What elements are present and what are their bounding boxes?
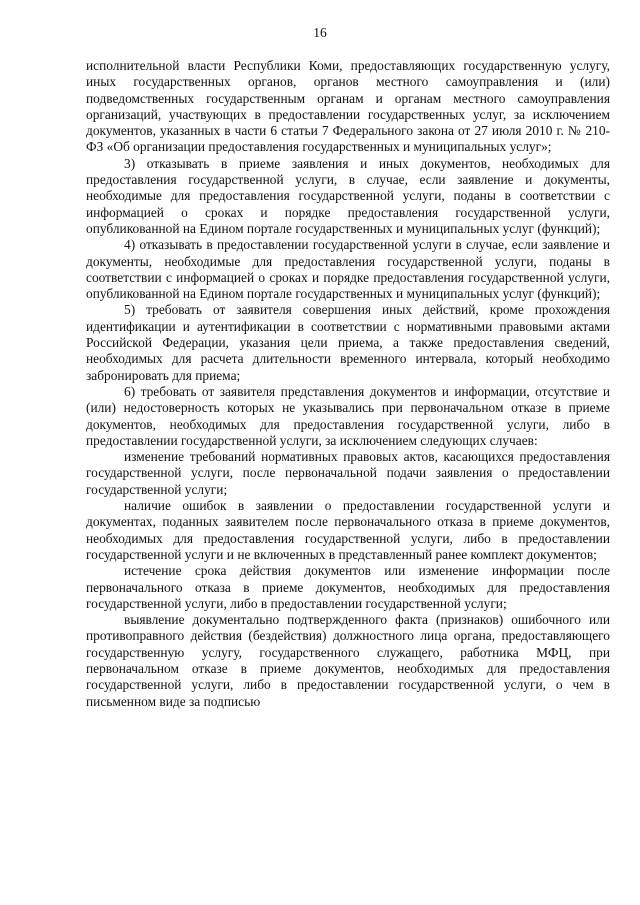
page-number: 16 xyxy=(313,25,327,40)
paragraph-continuation: исполнительной власти Республики Коми, предоставляющих государственную услугу, иных государственных органов, органов местного самоуправления и (или) подведомственных государственным органам и органам местного самоуправления организаций, участвующих в предоставлении государственных услуг, за исключением документов, указанных в части 6 статьи 7 Федерального закона от 27 июля 2010 г. № 210-ФЗ «Об организации предоставления государственных и муниципальных услуг»; xyxy=(86,58,610,155)
paragraph-exception-1: изменение требований нормативных правовых актов, касающихся предоставления государственной услуги, после первоначальной подачи заявления о предоставлении государственной услуги; xyxy=(86,449,610,497)
document-body xyxy=(86,58,610,710)
paragraph-item-3: 3) отказывать в приеме заявления и иных документов, необходимых для предоставления государственной услуги, в случае, если заявление и документы, необходимые для предоставления государственной услуги, поданы в соответствии с информацией о сроках и порядке предоставления государственной услуги, опубликованной на Едином портале государственных и муниципальных услуг (функций); xyxy=(86,155,610,236)
paragraph-item-6: 6) требовать от заявителя представления документов и информации, отсутствие и (или) недостоверность которых не указывались при первоначальном отказе в приеме документов, необходимых для предоставления государственной услуги, либо в предоставлении государственной услуги, за исключением следующих случаев: xyxy=(86,383,610,448)
paragraph-exception-2: наличие ошибок в заявлении о предоставлении государственной услуги и документах, поданных заявителем после первоначального отказа в приеме документов, необходимых для предоставления государственной услуги, либо в предоставлении государственной услуги и не включенных в представленный ранее комплект документов; xyxy=(86,498,610,562)
paragraph-exception-4: выявление документально подтвержденного факта (признаков) ошибочного или противоправного действия (бездействия) должностного лица органа, предоставляющего государственную услугу, государственного служащего, работника МФЦ, при первоначальном отказе в приеме документов, необходимых для предоставления государственной услуги, либо в предоставлении государственной услуги, о чем в письменном виде за подписью xyxy=(86,612,610,709)
paragraph-exception-3: истечение срока действия документов или изменение информации после первоначального отказа в приеме документов, необходимых для предоставления государственной услуги, либо в предоставлении государственной услуги; xyxy=(86,563,610,611)
paragraph-item-5: 5) требовать от заявителя совершения иных действий, кроме прохождения идентификации и аутентификации в соответствии с нормативными правовыми актами Российской Федерации, указания цели приема, а также предоставления сведений, необходимых для расчета длительности временного интервала, который необходимо забронировать для приема; xyxy=(86,302,610,383)
paragraph-item-4: 4) отказывать в предоставлении государственной услуги в случае, если заявление и документы, необходимые для предоставления государственной услуги, поданы в соответствии с информацией о сроках и порядке предоставления государственной услуги, опубликованной на Едином портале государственных и муниципальных услуг (функций); xyxy=(86,237,610,302)
